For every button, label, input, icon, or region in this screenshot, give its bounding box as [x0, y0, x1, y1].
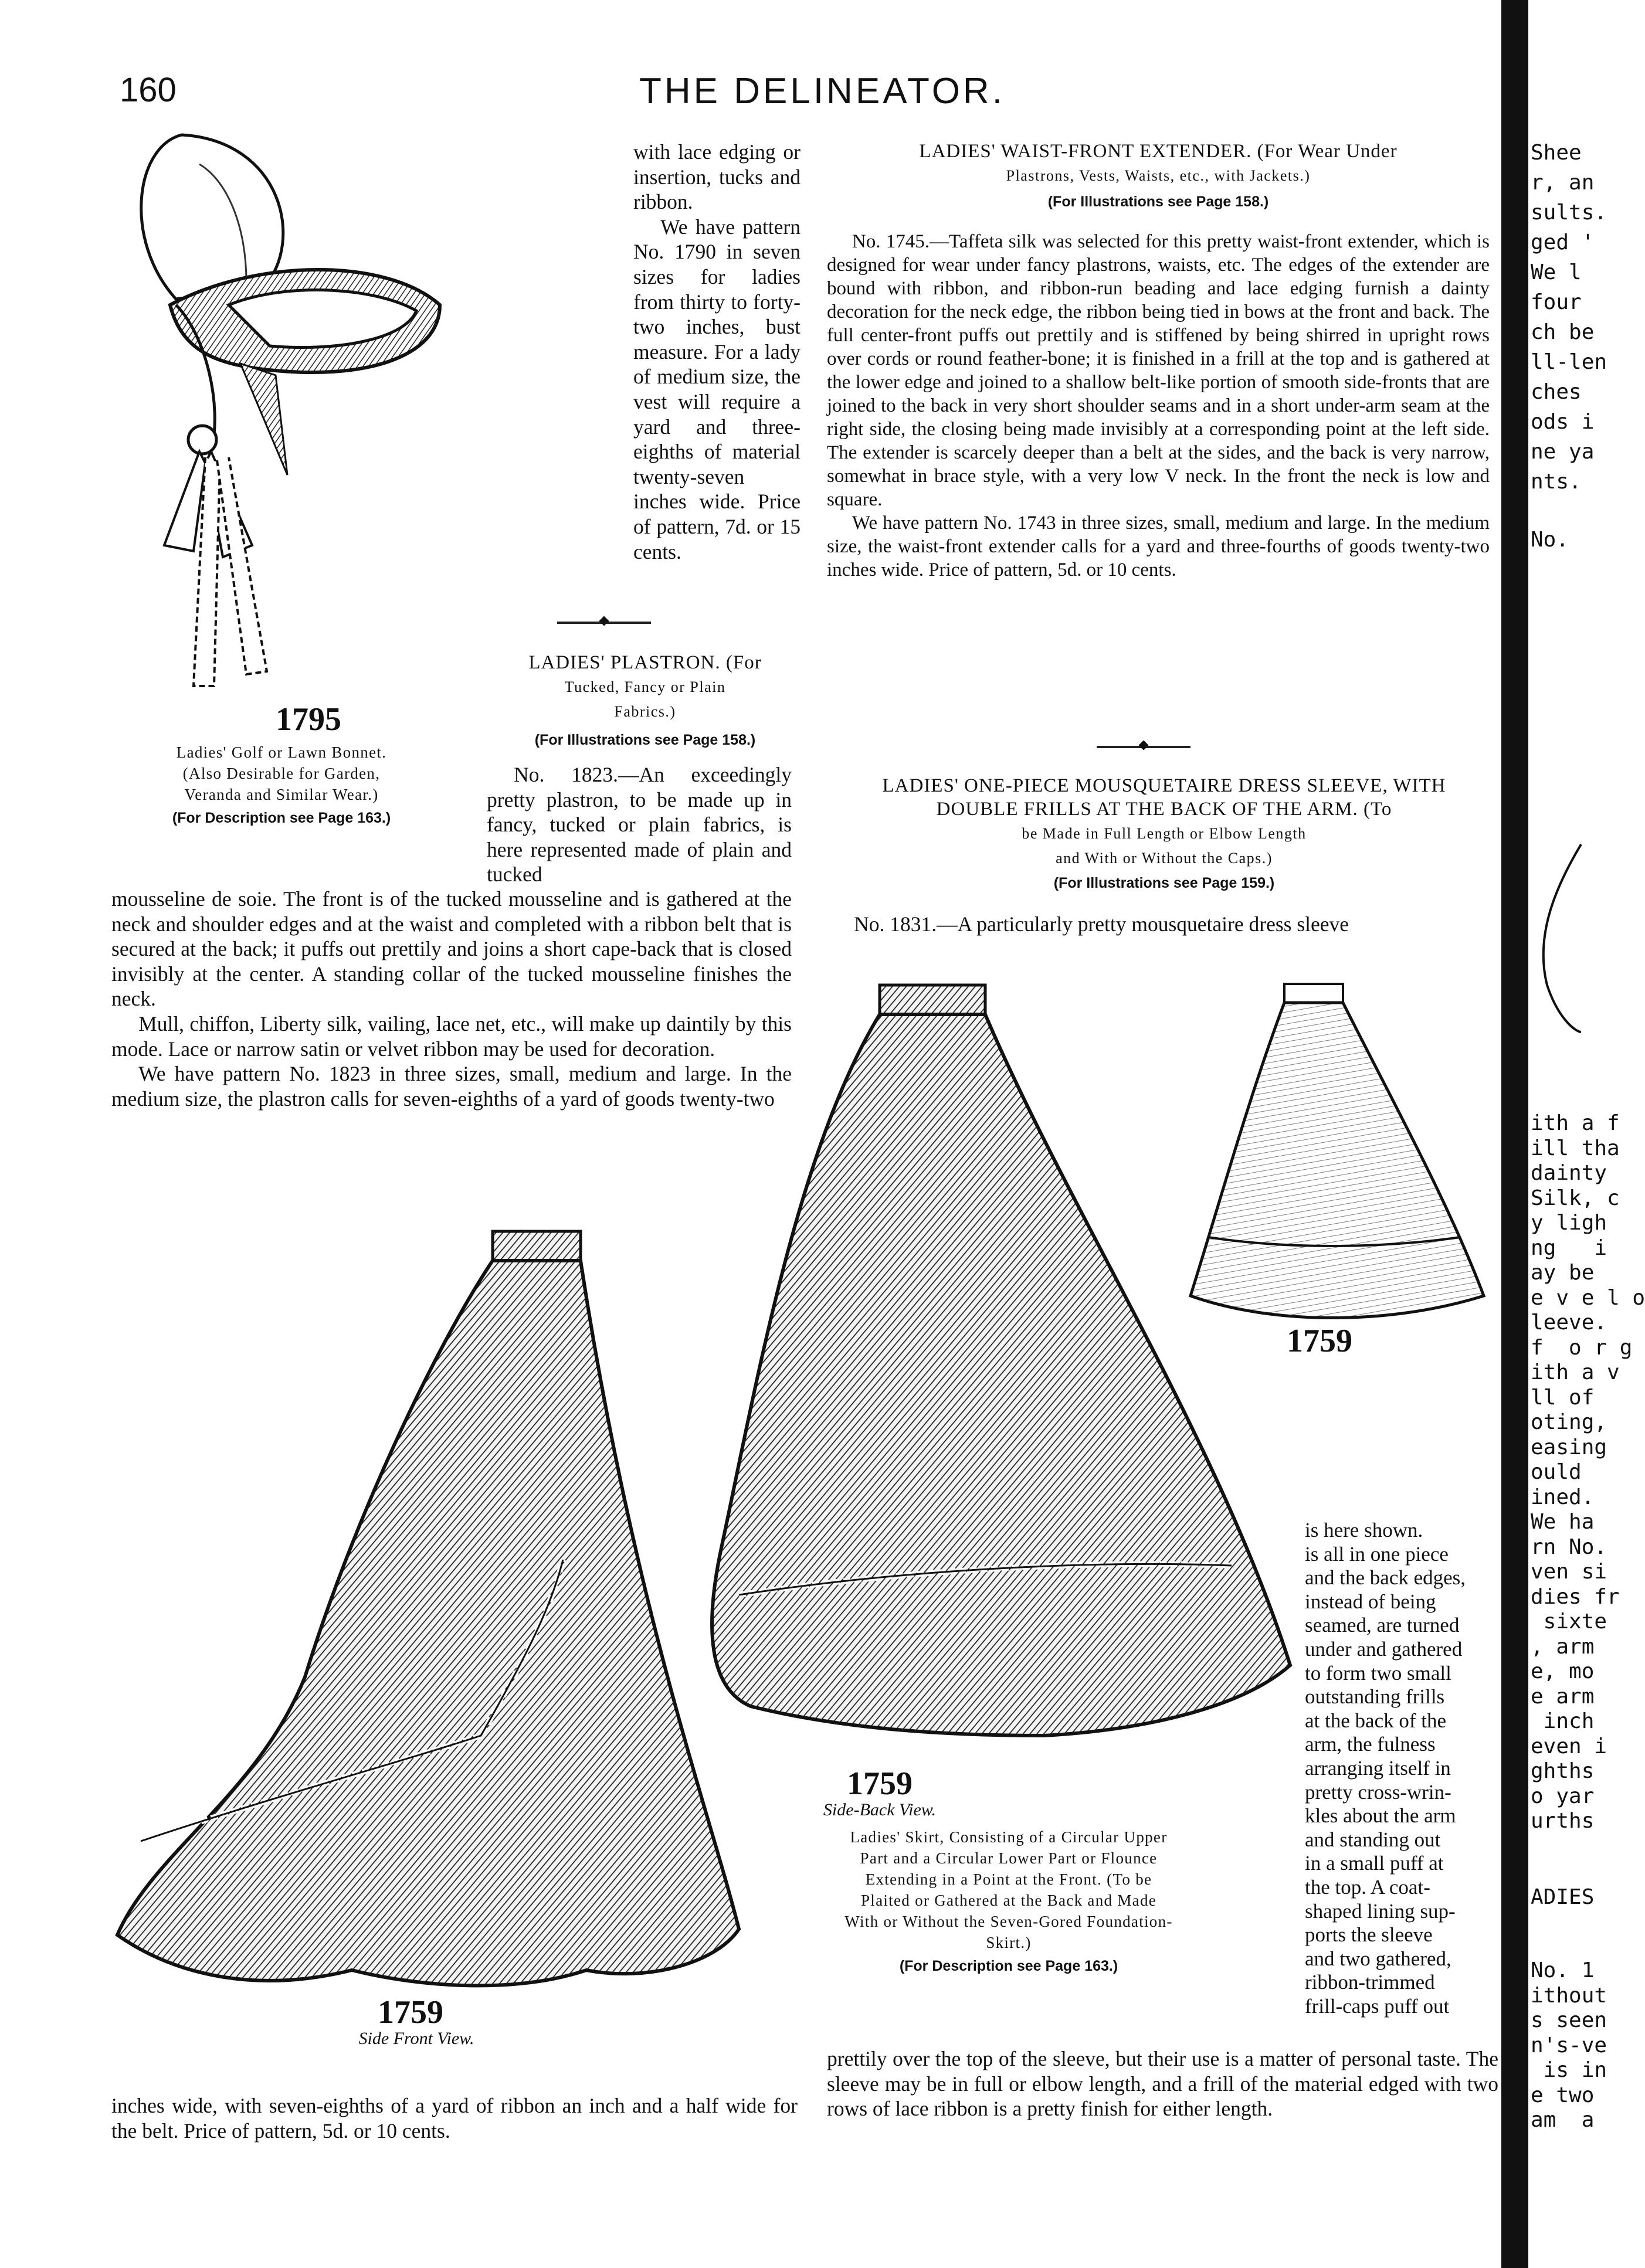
skirt-caption-line: Plaited or Gathered at the Back and Made — [860, 1892, 1157, 1909]
plastron-paragraph: mousseline de soie. The front is of the tucked mousseline and is gathered at the neck and shoulder edges and at the waist and completed with a ribbon belt that is secured at the back; it puffs out prettily and joins a short cape-back that is closed invisibly at the center. A standing collar of the tucked mousseline finishes the neck. — [111, 887, 792, 1011]
skirt-caption-line: Extending in a Point at the Front. (To be — [865, 1870, 1152, 1888]
bonnet-caption-line: Veranda and Similar Wear.) — [184, 786, 379, 803]
sleeve-side-line: is here shown. — [1305, 1519, 1423, 1542]
plastron-intro-text: No. 1823.—An exceedingly pretty plastron, to be made up in fancy, tucked or plain fabrics, is here represented made of plain and tucked — [487, 763, 792, 887]
sleeve-side-line: and standing out — [1305, 1828, 1441, 1851]
vest-pattern-paragraph: We have pattern No. 1790 in seven sizes for ladies from thirty to forty-two inches, bust measure. For a lady of medium size, the vest will require a yard and three-eighths of material twenty-seven inches wide. Price of pattern, 7d. or 15 cents. — [633, 215, 801, 563]
skirt-description-note: (For Description see Page 163.) — [899, 1958, 1118, 1974]
sleeve-side-line: arm, the fulness — [1305, 1733, 1436, 1756]
sleeve-side-line: ribbon-trimmed — [1305, 1971, 1435, 1994]
sleeve-side-line: and the back edges, — [1305, 1566, 1466, 1590]
sleeve-continuation-text: prettily over the top of the sleeve, but their use is a matter of personal taste. The sleeve may be in full or elbow length, and a frill of the material edged with two rows of lace ribbon is a pretty finish for either length. — [827, 2047, 1498, 2121]
sleeve-side-line: seamed, are turned — [1305, 1614, 1460, 1637]
adjacent-page-fragment: ADIES — [1531, 1885, 1595, 1909]
plastron-continuation-text: inches wide, with seven-eighths of a yard of ribbon an inch and a half wide for the belt. Price of pattern, 5d. or 10 cents. — [111, 2094, 798, 2143]
page-number: 160 — [120, 71, 177, 109]
sleeve-heading-line: be Made in Full Length or Elbow Length — [1022, 825, 1307, 842]
adjacent-page-fragment: Shee r, an sults. ged ' We l four ch be ll-len ches ods i ne ya nts. — [1531, 141, 1607, 494]
plastron-continuation — [111, 2093, 798, 2143]
skirt-caption — [745, 1826, 1273, 1975]
sleeve-side-line: ports the sleeve — [1305, 1923, 1433, 1947]
extender-illustration-note: (For Illustrations see Page 158.) — [1047, 193, 1269, 210]
skirt-back-view-label: Side-Back View. — [823, 1800, 937, 1819]
sleeve-intro-text: No. 1831.—A particularly pretty mousquetaire dress sleeve — [854, 912, 1349, 936]
bonnet-description-note: (For Description see Page 163.) — [172, 810, 391, 826]
plastron-heading-line: Tucked, Fancy or Plain — [564, 678, 726, 695]
extender-body — [827, 230, 1490, 582]
skirt-caption-line: Part and a Circular Lower Part or Flounce — [860, 1849, 1158, 1867]
skirt-front-figure-number: 1759 — [378, 1994, 443, 2031]
sleeve-side-line: pretty cross-wrin- — [1305, 1780, 1451, 1804]
sleeve-illustration-note: (For Illustrations see Page 159.) — [1053, 875, 1275, 891]
sleeve-side-line: outstanding frills — [1305, 1685, 1445, 1709]
sleeve-intro — [827, 912, 1495, 937]
extender-paragraph: No. 1745.—Taffeta silk was selected for this pretty waist-front extender, which is designed for wear under fancy plastrons, waists, etc. The edges of the extender are bound with ribbon, and ribbon-run beading and lace edging furnish a dainty decoration for the neck edge, the ribbon being tied in bows at the front and back. The full center-front puffs out prettily and is stiffened by being shirred in upright rows over cords or round feather-bone; it is finished in a frill at the top and is gathered at the lower edge and joined to a shallow belt-like portion of smooth side-fronts that are joined to the back in very short shoulder seams and in a short under-arm seam at the right side, the closing being made invisibly at a corresponding point at the left side. The extender is scarcely deeper than a belt at the sides, and the back is very narrow, somewhat in brace style, with a very low V neck. In the front the neck is low and square. — [827, 231, 1490, 510]
sleeve-side-line: kles about the arm — [1305, 1804, 1456, 1828]
sleeve-heading — [827, 774, 1501, 892]
divider — [557, 622, 651, 624]
adjacent-page-fragment: ith a f ill tha dainty Silk, c y ligh ng i ay be e v e l o leeve. f o r g ith a v ll of oting, easing ould ined. We ha rn No. ven si dies fr sixte , arm e, mo e arm inch even i ghths o yar urths — [1531, 1111, 1645, 1833]
skirt-small-illustration — [1167, 979, 1495, 1325]
vest-text — [633, 140, 801, 564]
skirt-caption-line: With or Without the Seven-Gored Foundation- — [844, 1913, 1173, 1930]
adjacent-page-fragment: No. — [1531, 528, 1569, 552]
plastron-paragraph: We have pattern No. 1823 in three sizes, small, medium and large. In the medium size, the plastron calls for seven-eighths of a yard of goods twenty-two — [111, 1062, 792, 1111]
adjacent-page-illustration — [1529, 833, 1581, 1044]
skirt-side-front-illustration — [106, 1196, 745, 2005]
sleeve-continuation — [827, 2046, 1498, 2121]
sleeve-side-line: shaped lining sup- — [1305, 1899, 1456, 1923]
sleeve-heading-line: DOUBLE FRILLS AT THE BACK OF THE ARM. (To — [936, 799, 1392, 820]
skirt-back-figure-number: 1759 — [847, 1765, 913, 1802]
plastron-intro — [487, 762, 792, 887]
sleeve-side-line: arranging itself in — [1305, 1756, 1451, 1780]
sleeve-side-column — [1305, 1519, 1498, 2018]
skirt-small-figure-number: 1759 — [1287, 1323, 1352, 1359]
sleeve-side-line: is all in one piece — [1305, 1542, 1449, 1566]
plastron-heading-line: Fabrics.) — [614, 703, 676, 720]
sleeve-heading-line: and With or Without the Caps.) — [1056, 850, 1273, 867]
bonnet-caption-line: (Also Desirable for Garden, — [182, 765, 381, 782]
skirt-caption-line: Skirt.) — [986, 1934, 1032, 1951]
page-binding-strip — [1501, 0, 1528, 2268]
sleeve-side-line: instead of being — [1305, 1590, 1436, 1613]
sleeve-side-line: to form two small — [1305, 1661, 1451, 1685]
adjacent-page-fragment: No. 1 ithout s seen n's-ve is in e two am a — [1531, 1958, 1607, 2132]
skirt-front-view-label: Side Front View. — [358, 2029, 474, 2048]
sleeve-heading-line: LADIES' ONE-PIECE MOUSQUETAIRE DRESS SLEEVE, WITH — [882, 775, 1446, 796]
extender-heading — [827, 140, 1490, 210]
skirt-caption-line: Ladies' Skirt, Consisting of a Circular Upper — [850, 1828, 1168, 1846]
sleeve-side-line: and two gathered, — [1305, 1947, 1451, 1970]
bonnet-caption — [106, 742, 457, 827]
bonnet-illustration — [111, 111, 463, 698]
plastron-paragraph: Mull, chiffon, Liberty silk, vailing, lace net, etc., will make up daintily by this mode. Lace or narrow satin or velvet ribbon may be used for decoration. — [111, 1011, 792, 1061]
bonnet-figure-number: 1795 — [276, 701, 341, 738]
sleeve-side-line: in a small puff at — [1305, 1852, 1444, 1875]
sleeve-side-line: the top. A coat- — [1305, 1875, 1430, 1899]
divider — [1097, 746, 1190, 748]
sleeve-side-line: at the back of the — [1305, 1709, 1447, 1732]
plastron-heading-line: LADIES' PLASTRON. (For — [528, 652, 762, 673]
extender-paragraph: We have pattern No. 1743 in three sizes, small, medium and large. In the medium size, the waist-front extender calls for a yard and three-fourths of goods twenty-two inches wide. Price of pattern, 5d. or 10 cents. — [827, 512, 1490, 580]
page-title: THE DELINEATOR. — [639, 71, 1005, 111]
extender-heading-line: Plastrons, Vests, Waists, etc., with Jackets.) — [1006, 167, 1311, 184]
bonnet-caption-line: Ladies' Golf or Lawn Bonnet. — [176, 743, 387, 761]
sleeve-side-line: under and gathered — [1305, 1637, 1463, 1661]
extender-heading-line: LADIES' WAIST-FRONT EXTENDER. (For Wear Under — [919, 141, 1398, 162]
sleeve-side-line: frill-caps puff out — [1305, 1994, 1450, 2018]
plastron-heading — [487, 651, 803, 749]
vest-text-continuation: with lace edging or insertion, tucks and ribbon. — [633, 140, 801, 214]
plastron-illustration-note: (For Illustrations see Page 158.) — [534, 732, 756, 748]
